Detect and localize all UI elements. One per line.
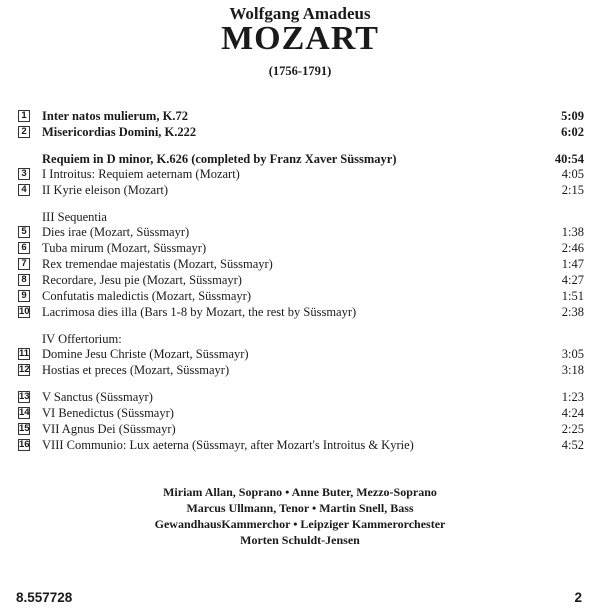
track-row: [18, 272, 584, 288]
page-number: 2: [574, 590, 582, 605]
track-title: Inter natos mulierum, K.72: [42, 109, 188, 123]
track-number: 9: [18, 290, 30, 302]
track-row: [18, 304, 584, 320]
track-number: 6: [18, 242, 30, 254]
track-row: [18, 224, 584, 240]
track-row: [18, 389, 584, 405]
track-number: 12: [19, 364, 30, 375]
track-duration: 2:38: [561, 305, 584, 319]
track-duration: 4:05: [561, 167, 584, 181]
track-row: [18, 124, 584, 140]
track-number: 14: [19, 407, 30, 418]
track-duration: 3:05: [561, 347, 584, 361]
track-row: [18, 405, 584, 421]
track-title: VIII Communio: Lux aeterna (Süssmayr, after Mozart's Introitus & Kyrie): [42, 438, 414, 452]
track-title: Misericordias Domini, K.222: [42, 125, 197, 139]
track-duration: 5:09: [561, 109, 584, 123]
track-number: 1: [18, 110, 30, 122]
track-duration: 2:46: [561, 241, 584, 255]
track-number: 4: [18, 184, 30, 196]
work-title: Requiem in D minor, K.626 (completed by Franz Xaver Süssmayr): [42, 152, 397, 166]
credits-ensembles: GewandhausKammerchor • Leipziger Kammerorchester: [154, 517, 446, 531]
track-title: I Introitus: Requiem aeternam (Mozart): [42, 167, 240, 181]
track-row: [18, 256, 584, 272]
track-duration: 1:23: [561, 390, 584, 404]
track-number: 11: [19, 348, 30, 359]
track-title: VII Agnus Dei (Süssmayr): [42, 422, 176, 436]
section-heading-offertorium: IV Offertorium:: [42, 332, 122, 346]
track-number: 2: [18, 126, 30, 138]
track-title: Lacrimosa dies illa (Bars 1-8 by Mozart, the rest by Süssmayr): [42, 305, 357, 319]
track-duration: 2:15: [561, 183, 584, 197]
track-title: Hostias et preces (Mozart, Süssmayr): [42, 363, 230, 377]
track-row: [18, 437, 584, 453]
track-title: Domine Jesu Christe (Mozart, Süssmayr): [42, 347, 249, 361]
track-duration: 4:52: [561, 438, 584, 452]
track-number: 15: [19, 423, 30, 434]
track-title: VI Benedictus (Süssmayr): [42, 406, 174, 420]
track-row: [18, 240, 584, 256]
track-row: [18, 166, 584, 182]
composer-first-name: Wolfgang Amadeus: [229, 4, 371, 23]
track-number: 13: [19, 391, 30, 402]
credits-soloists-2: Marcus Ullmann, Tenor • Martin Snell, Bass: [186, 501, 414, 515]
section-heading-sequentia: III Sequentia: [42, 210, 107, 224]
track-number: 10: [19, 306, 30, 317]
work-heading-row: [18, 151, 584, 167]
track-duration: 1:38: [561, 225, 584, 239]
track-number: 8: [18, 274, 30, 286]
track-row: [18, 346, 584, 362]
track-row: [18, 108, 584, 124]
track-duration: 1:51: [561, 289, 584, 303]
track-duration: 3:18: [561, 363, 584, 377]
track-row: [18, 288, 584, 304]
track-title: Tuba mirum (Mozart, Süssmayr): [42, 241, 207, 255]
track-number: 7: [18, 258, 30, 270]
track-duration: 6:02: [561, 125, 584, 139]
track-row: [18, 362, 584, 378]
track-duration: 4:24: [561, 406, 584, 420]
track-title: Recordare, Jesu pie (Mozart, Süssmayr): [42, 273, 242, 287]
work-duration: 40:54: [554, 152, 584, 166]
track-title: Rex tremendae majestatis (Mozart, Süssmayr): [42, 257, 273, 271]
track-duration: 2:25: [561, 422, 584, 436]
track-number: 5: [18, 226, 30, 238]
credits-soloists-1: Miriam Allan, Soprano • Anne Buter, Mezzo-Soprano: [163, 485, 437, 499]
track-title: II Kyrie eleison (Mozart): [42, 183, 168, 197]
track-number: 3: [18, 168, 30, 180]
track-title: Dies irae (Mozart, Süssmayr): [42, 225, 190, 239]
credits-conductor: Morten Schuldt-Jensen: [240, 533, 360, 547]
track-duration: 4:27: [561, 273, 584, 287]
track-row: [18, 421, 584, 437]
composer-dates: (1756-1791): [268, 64, 332, 78]
catalog-number: 8.557728: [16, 590, 73, 605]
track-title: V Sanctus (Süssmayr): [42, 390, 153, 404]
track-row: [18, 182, 584, 198]
track-duration: 1:47: [561, 257, 584, 271]
track-number: 16: [19, 439, 30, 450]
composer-last-name: MOZART: [221, 20, 379, 57]
track-title: Confutatis maledictis (Mozart, Süssmayr): [42, 289, 251, 303]
